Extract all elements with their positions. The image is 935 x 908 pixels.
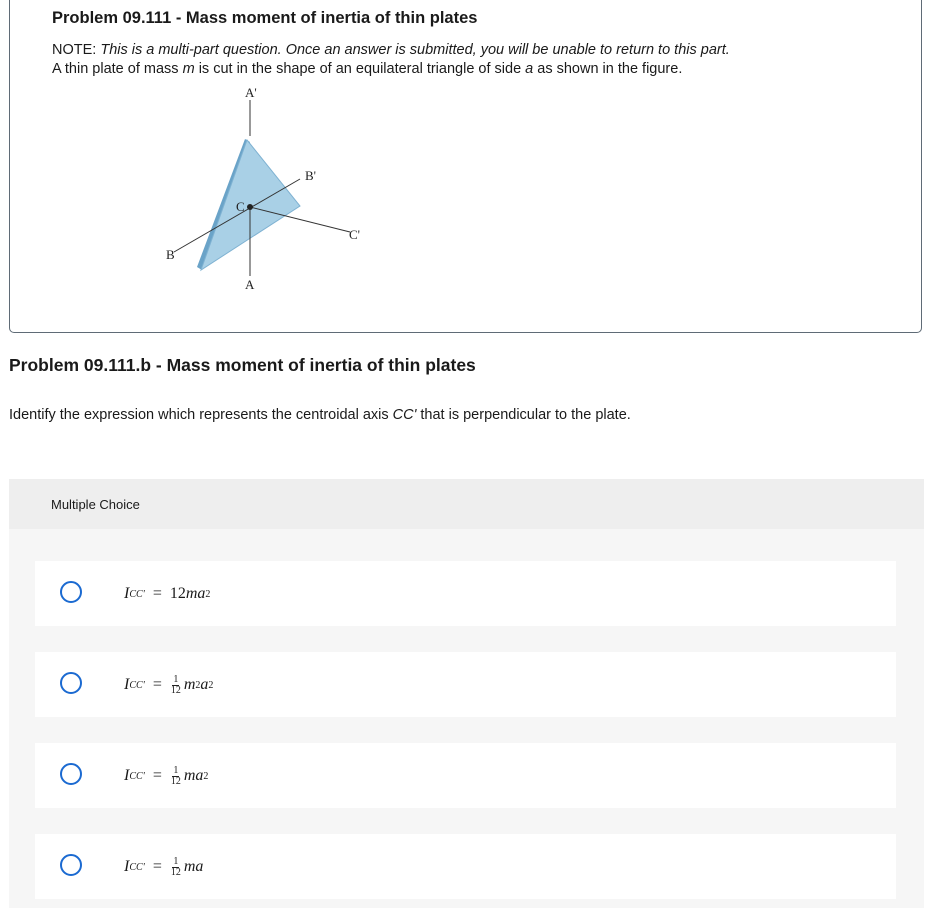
expr-fraction xyxy=(170,857,182,878)
expr-equals: = xyxy=(152,676,162,693)
intro-card xyxy=(9,0,922,333)
triangle-plate-figure xyxy=(150,84,390,299)
option-expression xyxy=(124,763,208,789)
expr-fraction xyxy=(170,675,182,696)
desc-side: a xyxy=(525,61,534,77)
question-axis: CC' xyxy=(392,407,417,423)
expr-term-mass: m xyxy=(183,676,196,693)
expr-lhs: I xyxy=(124,767,130,784)
intro-note xyxy=(52,41,912,79)
expr-exponent: 2 xyxy=(203,770,209,782)
expr-lhs: I xyxy=(124,676,130,693)
expr-equals: = xyxy=(152,767,162,784)
option-3[interactable] xyxy=(35,743,896,808)
note-line xyxy=(52,41,912,60)
expr-subscript: CC' xyxy=(129,770,145,782)
label-a-prime: A' xyxy=(245,85,257,100)
option-2[interactable] xyxy=(35,652,896,717)
expr-fraction xyxy=(170,766,182,787)
fraction-denominator: 12 xyxy=(170,684,181,696)
option-expression xyxy=(124,854,203,880)
radio-button[interactable] xyxy=(60,672,82,694)
option-expression xyxy=(124,672,213,698)
expr-lhs: I xyxy=(124,585,130,602)
desc-part-c: as shown in the figure. xyxy=(533,61,683,77)
multiple-choice-options xyxy=(9,529,924,908)
centroid-point xyxy=(247,204,253,210)
label-b-prime: B' xyxy=(305,168,317,183)
label-c: C xyxy=(236,199,245,214)
fraction-numerator: 1 xyxy=(173,855,179,867)
expr-exponent: 2 xyxy=(205,588,211,600)
label-a: A xyxy=(245,277,255,292)
expr-subscript: CC' xyxy=(129,588,145,600)
intro-title: Problem 09.111 - Mass moment of inertia of thin plates xyxy=(52,9,478,27)
option-expression xyxy=(124,581,210,607)
option-4[interactable] xyxy=(35,834,896,899)
radio-button[interactable] xyxy=(60,763,82,785)
desc-part-a: A thin plate of mass xyxy=(52,61,183,77)
note-text: This is a multi-part question. Once an answer is submitted, you will be unable to return to this part. xyxy=(100,42,730,58)
note-label: NOTE: xyxy=(52,42,97,58)
expr-exponent-mass: 2 xyxy=(195,679,201,691)
expr-term: ma xyxy=(183,767,204,784)
label-c-prime: C' xyxy=(349,227,361,242)
fraction-denominator: 12 xyxy=(170,866,181,878)
label-b: B xyxy=(166,247,175,262)
option-1[interactable] xyxy=(35,561,896,626)
desc-mass: m xyxy=(182,61,195,77)
radio-button[interactable] xyxy=(60,854,82,876)
question-part-b: that is perpendicular to the plate. xyxy=(416,407,631,423)
question-text xyxy=(9,407,631,423)
expr-lhs: I xyxy=(124,858,130,875)
expr-coefficient: 12 xyxy=(169,585,186,602)
question-part-a: Identify the expression which represents the centroidal axis xyxy=(9,407,393,423)
desc-part-b: is cut in the shape of an equilateral triangle of side xyxy=(194,61,526,77)
expr-subscript: CC' xyxy=(129,679,145,691)
description-line xyxy=(52,60,912,79)
expr-term: ma xyxy=(185,585,206,602)
expr-term-side: a xyxy=(200,676,209,693)
part-title: Problem 09.111.b - Mass moment of inertia of thin plates xyxy=(9,355,476,375)
multiple-choice-header xyxy=(9,479,924,529)
radio-button[interactable] xyxy=(60,581,82,603)
expr-subscript: CC' xyxy=(129,861,145,873)
expr-equals: = xyxy=(152,585,162,602)
multiple-choice-label: Multiple Choice xyxy=(51,497,140,512)
expr-term: ma xyxy=(183,858,204,875)
fraction-denominator: 12 xyxy=(170,775,181,787)
fraction-numerator: 1 xyxy=(173,764,179,776)
expr-exponent-side: 2 xyxy=(208,679,214,691)
fraction-numerator: 1 xyxy=(173,673,179,685)
expr-equals: = xyxy=(152,858,162,875)
